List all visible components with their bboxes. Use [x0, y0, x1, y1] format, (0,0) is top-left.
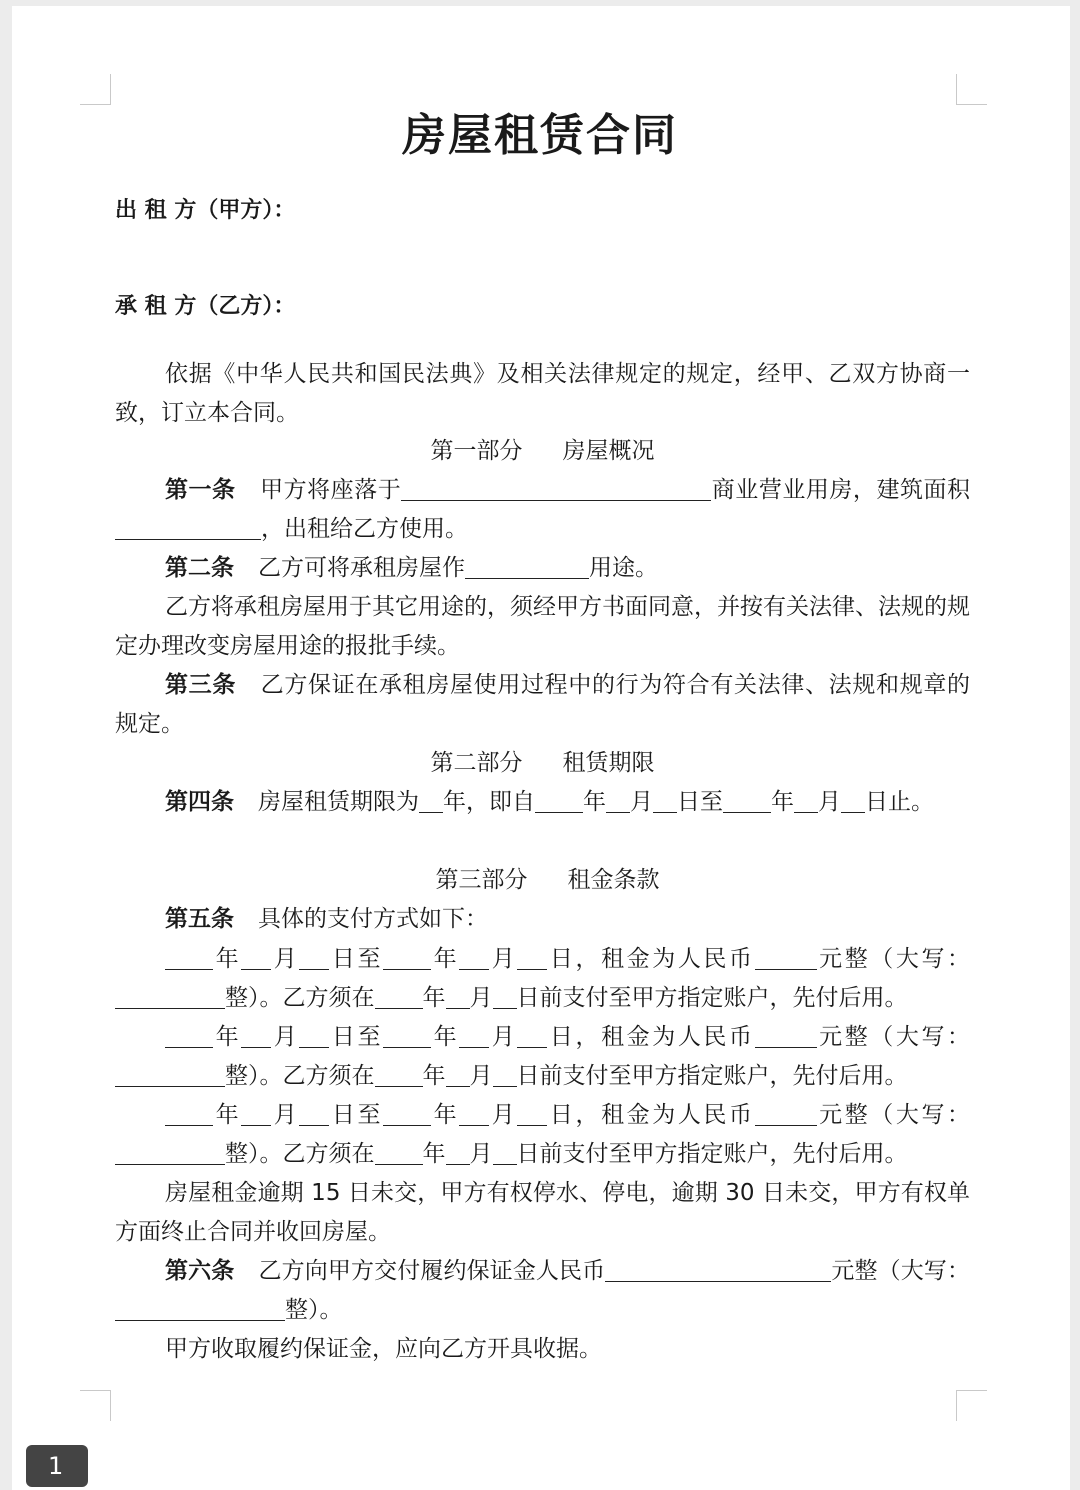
article-5-label: 第五条: [165, 906, 234, 932]
article-1: 第一条 甲方将座落于 商业营业用房，建筑面积，出租给乙方使用。: [115, 471, 970, 549]
blank-usage: [465, 552, 589, 579]
article-6-label: 第六条: [165, 1258, 235, 1284]
article-4-label: 第四条: [165, 789, 234, 815]
page-number-indicator[interactable]: 1: [26, 1445, 88, 1487]
part3-heading: [120, 861, 975, 900]
part1-heading: [115, 432, 970, 471]
payment-item-1: 年 月 日至 年 月 日，租金为人民币 元整（大写：整）。乙方须在 年 月 日前支付至甲方指定账户，先付后用。: [115, 940, 970, 1018]
article-4: 第四条 房屋租赁期限为 年，即自 年 月 日至 年 月 日止。: [115, 783, 970, 822]
part3-number: 第三部分: [435, 867, 528, 893]
payment-item-2: 年 月 日至 年 月 日，租金为人民币 元整（大写：整）。乙方须在 年 月 日前支付至甲方指定账户，先付后用。: [115, 1018, 970, 1096]
blank-deposit-amount: [605, 1255, 831, 1282]
article-2-label: 第二条: [165, 555, 234, 581]
party-b-label: 承 租 方（乙方）：: [115, 294, 296, 319]
crop-mark-top-left: [80, 74, 111, 105]
blank-location: [401, 474, 711, 501]
part1-number: 第一部分: [430, 438, 523, 464]
article-3-label: 第三条: [165, 672, 236, 698]
article-5: 第五条 具体的支付方式如下：: [165, 906, 488, 932]
crop-mark-top-right: [956, 74, 987, 105]
crop-mark-bottom-left: [80, 1390, 111, 1421]
document-title: 房屋租赁合同: [402, 110, 678, 161]
preamble: 依据《中华人民共和国民法典》及相关法律规定的规定，经甲、乙双方协商一致，订立本合同。: [115, 361, 970, 426]
party-a-label: 出 租 方（甲方）：: [115, 198, 296, 223]
part1-name: 房屋概况: [562, 438, 655, 464]
article-2: 第二条 乙方可将承租房屋作 用途。: [115, 549, 970, 588]
article-6: 第六条 乙方向甲方交付履约保证金人民币 元整（大写：整）。: [115, 1252, 970, 1330]
part3-name: 租金条款: [567, 867, 660, 893]
blank-area: [115, 513, 261, 540]
part2-name: 租赁期限: [562, 750, 655, 776]
article-3: 第三条 乙方保证在承租房屋使用过程中的行为符合有关法律、法规和规章的规定。: [115, 672, 970, 737]
article-2-paragraph: 乙方将承租房屋用于其它用途的，须经甲方书面同意，并按有关法律、法规的规定办理改变房屋用途的报批手续。: [115, 594, 970, 659]
crop-mark-bottom-right: [956, 1390, 987, 1421]
article-1-label: 第一条: [165, 477, 236, 503]
late-payment-clause: 房屋租金逾期 15 日未交，甲方有权停水、停电，逾期 30 日未交，甲方有权单方面终止合同并收回房屋。: [115, 1180, 970, 1245]
blank-deposit-uppercase: [115, 1294, 285, 1321]
receipt-clause: 甲方收取履约保证金，应向乙方开具收据。: [165, 1336, 602, 1362]
payment-item-3: 年 月 日至 年 月 日，租金为人民币 元整（大写：整）。乙方须在 年 月 日前支付至甲方指定账户，先付后用。: [115, 1096, 970, 1174]
part2-number: 第二部分: [430, 750, 523, 776]
part2-heading: [115, 744, 970, 783]
